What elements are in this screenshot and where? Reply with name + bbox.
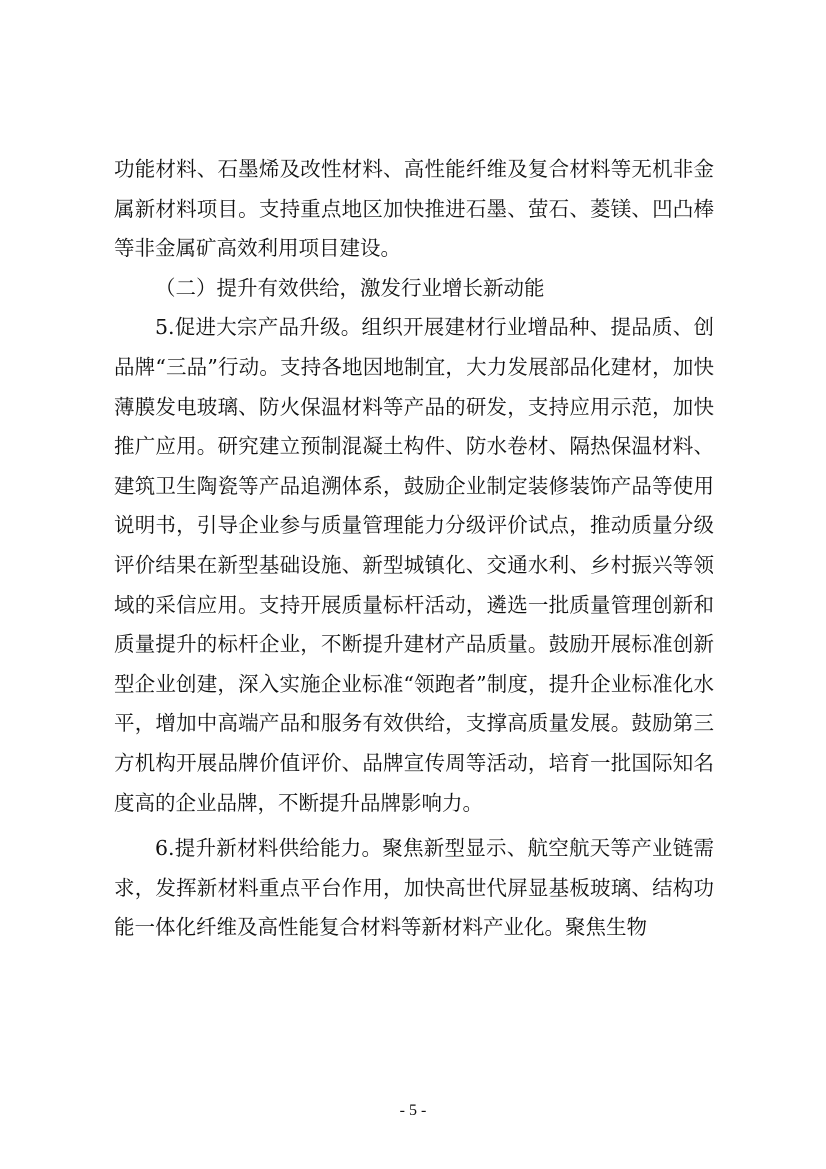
document-body bbox=[114, 150, 714, 948]
section-heading: （二）提升有效供给，激发行业增长新动能 bbox=[155, 275, 545, 300]
paragraph-item-5: 5.促进大宗产品升级。组织开展建材行业增品种、提品质、创品牌“三品”行动。支持各地因地制宜，大力发展部品化建材，加快薄膜发电玻璃、防火保温材料等产品的研发，支持应用示范，加快推广应用。研究建立预制混凝土构件、防水卷材、隔热保温材料、建筑卫生陶瓷等产品追溯体系，鼓励企业制定装修装饰产品等使用说明书，引导企业参与质量管理能力分级评价试点，推动质量分级评价结果在新型基础设施、新型城镇化、交通水利、乡村振兴等领域的采信应用。支持开展质量标杆活动，遴选一批质量管理创新和质量提升的标杆企业，不断提升建材产品质量。鼓励开展标准创新型企业创建，深入实施企业标准“领跑者”制度，提升企业标准化水平，增加中高端产品和服务有效供给，支撑高质量发展。鼓励第三方机构开展品牌价值评价、品牌宣传周等活动，培育一批国际知名度高的企业品牌，不断提升品牌影响力。 bbox=[114, 315, 714, 815]
paragraph-continuation: 功能材料、石墨烯及改性材料、高性能纤维及复合材料等无机非金属新材料项目。支持重点地区加快推进石墨、萤石、菱镁、凹凸棒等非金属矿高效利用项目建设。 bbox=[114, 157, 714, 261]
paragraph-item-6: 6.提升新材料供给能力。聚焦新型显示、航空航天等产业链需求，发挥新材料重点平台作用，加快高世代屏显基板玻璃、结构功能一体化纤维及高性能复合材料等新材料产业化。聚焦生物 bbox=[114, 836, 714, 940]
page-number: - 5 - bbox=[399, 1102, 427, 1119]
